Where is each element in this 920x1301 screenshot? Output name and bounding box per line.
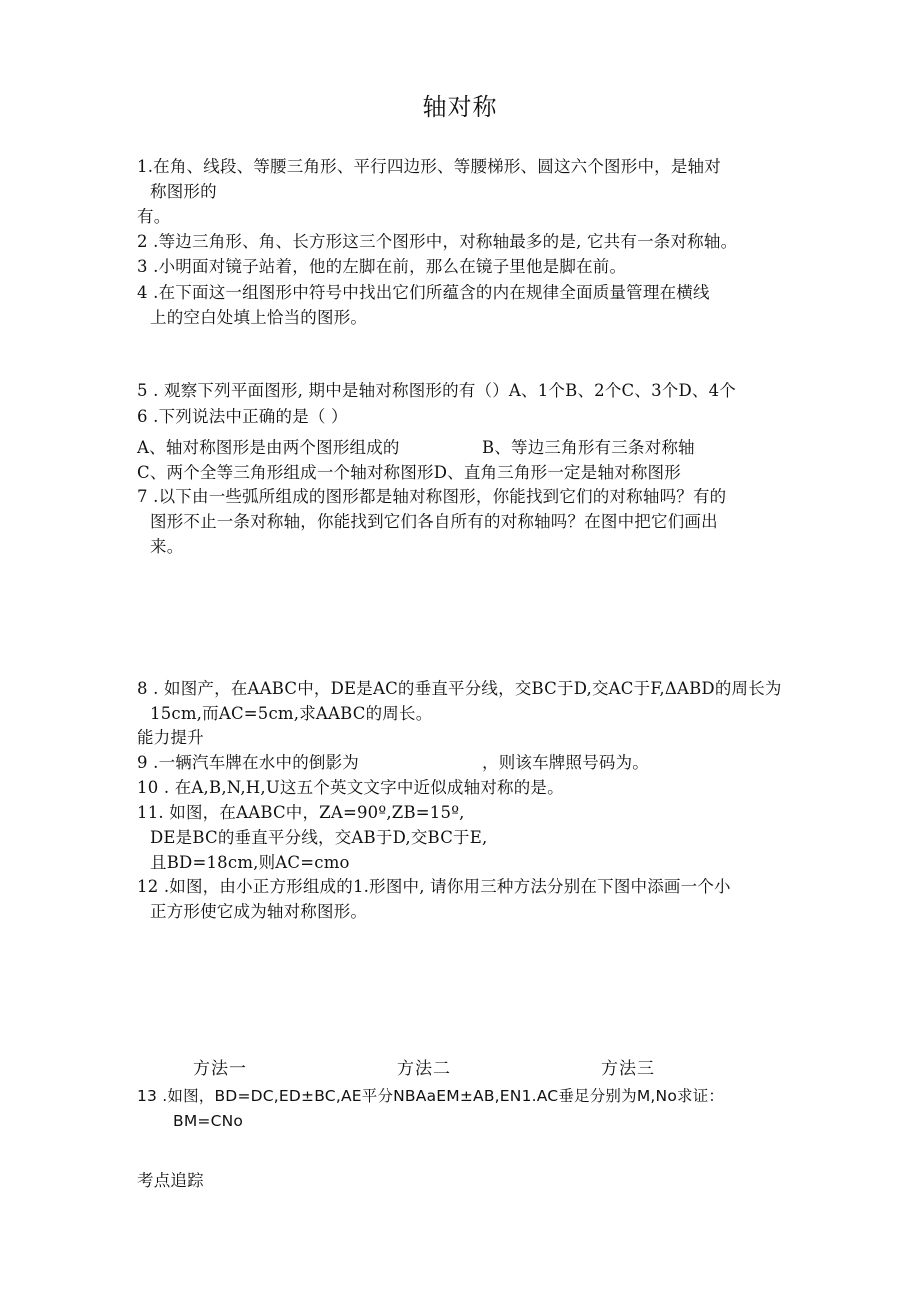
- question-6-option-b: B、等边三角形有三条对称轴: [482, 438, 695, 457]
- question-3: 3 .小明面对镜子站着，他的左脚在前，那么在镜子里他是脚在前。: [137, 257, 627, 276]
- question-6-option-cd: C、两个全等三角形组成一个轴对称图形D、直角三角形一定是轴对称图形: [137, 463, 681, 482]
- question-6-option-a: A、轴对称图形是由两个图形组成的: [137, 438, 400, 457]
- page-title: 轴对称: [422, 93, 498, 121]
- question-9-part-1: 9 .一辆汽车牌在水中的倒影为: [137, 753, 359, 772]
- question-12-line-2: 正方形使它成为轴对称图形。: [150, 902, 368, 921]
- question-8-line-1: 8 . 如图产，在AABC中，DE是AC的垂直平分线，交BC于D,交AC于F,ΔABD的周长为: [137, 679, 782, 698]
- question-11-line-3: 且BD=18cm,则AC=cmo: [150, 853, 350, 872]
- question-13-line-1: 13 .如图，BD=DC,ED±BC,AE平分NBAaEM±AB,EN1.AC垂足分别为M,No求证：: [137, 1087, 725, 1105]
- question-5: 5 . 观察下列平面图形, 期中是轴对称图形的有（）A、1个B、2个C、3个D、4个: [137, 381, 737, 400]
- question-7-line-3: 来。: [150, 537, 184, 556]
- question-11-line-2: DE是BC的垂直平分线，交AB于D,交BC于E,: [150, 828, 488, 847]
- question-1-line-2: 称图形的: [150, 182, 217, 201]
- question-1-line-3: 有。: [137, 207, 171, 226]
- question-8-line-2: 15cm,而AC=5cm,求AABC的周长。: [150, 704, 433, 723]
- section-ability-heading: 能力提升: [137, 728, 204, 747]
- question-7-line-2: 图形不止一条对称轴，你能找到它们各自所有的对称轴吗？在图中把它们画出: [150, 512, 718, 531]
- question-11-line-1: 11. 如图，在AABC中，ZA=90º,ZB=15º,: [137, 803, 465, 822]
- question-13-line-2: BM=CNo: [173, 1112, 244, 1130]
- method-label-1: 方法一: [193, 1059, 247, 1079]
- question-7-line-1: 7 .以下由一些弧所组成的图形都是轴对称图形，你能找到它们的对称轴吗？有的: [137, 487, 727, 506]
- question-10: 10 . 在A,B,N,H,U这五个英文文字中近似成轴对称的是。: [137, 778, 564, 797]
- question-6-stem: 6 .下列说法中正确的是（ ）: [137, 407, 348, 426]
- section-tracking-heading: 考点追踪: [137, 1171, 204, 1190]
- question-4-line-2: 上的空白处填上恰当的图形。: [150, 308, 368, 327]
- question-4-line-1: 4 .在下面这一组图形中符号中找出它们所蕴含的内在规律全面质量管理在横线: [137, 283, 710, 302]
- method-label-2: 方法二: [397, 1059, 451, 1079]
- question-9-part-2: ，则该车牌照号码为。: [482, 753, 649, 772]
- question-2: 2 .等边三角形、角、长方形这三个图形中，对称轴最多的是, 它共有一条对称轴。: [137, 232, 738, 251]
- question-12-line-1: 12 .如图，由小正方形组成的1.形图中, 请你用三种方法分别在下图中添画一个小: [137, 877, 731, 896]
- method-label-3: 方法三: [601, 1059, 655, 1079]
- question-1-line-1: 1.在角、线段、等腰三角形、平行四边形、等腰梯形、圆这六个图形中，是轴对: [137, 157, 721, 176]
